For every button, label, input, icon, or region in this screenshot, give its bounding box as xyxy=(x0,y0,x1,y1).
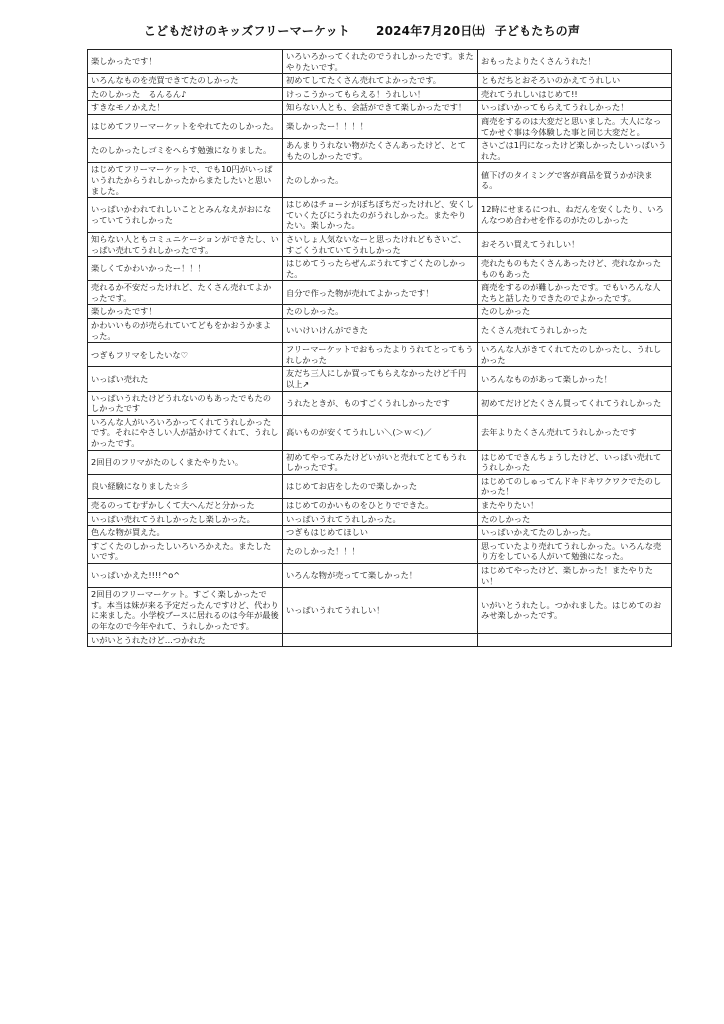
comment-cell: 売れてうれしいはじめて!! xyxy=(478,87,672,101)
comment-cell: 2回目のフリーマーケット。すごく楽しかったです。本当は妹が来る予定だったんですけど、代わりに来ました。小学校ブースに居れるのは今年が最後の年なので今年やれて、うれしかったです。 xyxy=(88,588,283,633)
table-row xyxy=(88,498,672,512)
comment-cell: たのしかった。 xyxy=(283,305,478,319)
comment-cell: 2回目のフリマがたのしくまたやりたい。 xyxy=(88,450,283,474)
table-row xyxy=(88,257,672,281)
table-row xyxy=(88,232,672,256)
comment-cell: たのしかったしゴミをへらす勉強になりました。 xyxy=(88,139,283,163)
comment-cell: いっぱい売れた xyxy=(88,367,283,391)
comment-cell: 初めてだけどたくさん買ってくれてうれしかった xyxy=(478,391,672,415)
comment-cell: たくさん売れてうれしかった xyxy=(478,319,672,343)
table-row xyxy=(88,526,672,540)
table-row xyxy=(88,633,672,647)
table-row xyxy=(88,367,672,391)
table-row xyxy=(88,305,672,319)
comment-cell: いろいろかってくれたのでうれしかったです。またやりたいです。 xyxy=(283,50,478,74)
comment-cell: かわいいものが売られていてどもをかおうかまよった。 xyxy=(88,319,283,343)
comment-cell: 友だち三人にしか買ってもらえなかったけど千円以上↗ xyxy=(283,367,478,391)
comment-cell: 去年よりたくさん売れてうれしかったです xyxy=(478,415,672,450)
comment-cell: おもったよりたくさんうれた！ xyxy=(478,50,672,74)
comment-cell: いろんなものがあって楽しかった！ xyxy=(478,367,672,391)
table-row xyxy=(88,415,672,450)
comment-cell: はじめてのかいものをひとりでできた。 xyxy=(283,498,478,512)
comment-cell: たのしかった。 xyxy=(283,163,478,198)
comment-cell: たのしかった xyxy=(478,305,672,319)
comment-cell: すごくたのしかったしいろいろかえた。またしたいです。 xyxy=(88,539,283,563)
comment-cell: 初めてしてたくさん売れてよかったです。 xyxy=(283,74,478,88)
comment-cell: さいごは1円になったけど楽しかったしいっぱいうれた。 xyxy=(478,139,672,163)
table-row xyxy=(88,50,672,74)
comment-cell: うれたときが、ものすごくうれしかったです xyxy=(283,391,478,415)
comment-cell: 自分で作った物が売れてよかったです！ xyxy=(283,281,478,305)
comment-cell: たのしかった xyxy=(478,512,672,526)
comment-cell: 良い経験になりました☆彡 xyxy=(88,474,283,498)
table-row xyxy=(88,512,672,526)
comment-cell: はじめてフリーマーケットをやれてたのしかった。 xyxy=(88,114,283,138)
comment-cell: いっぱい売れてうれしかったし楽しかった。 xyxy=(88,512,283,526)
comment-cell: 楽しくてかわいかったー！！！ xyxy=(88,257,283,281)
table-row xyxy=(88,198,672,233)
comment-cell: 高いものが安くてうれしい＼(＞ｗ＜)／ xyxy=(283,415,478,450)
comment-cell: すきなモノかえた！ xyxy=(88,101,283,115)
table-row xyxy=(88,281,672,305)
comment-cell: つぎもはじめてほしい xyxy=(283,526,478,540)
comment-cell: たのしかった！！！ xyxy=(283,539,478,563)
comment-cell: いっぱいかってもらえてうれしかった！ xyxy=(478,101,672,115)
table-row xyxy=(88,319,672,343)
table-row xyxy=(88,101,672,115)
comment-cell: つぎもフリマをしたいな♡ xyxy=(88,343,283,367)
comment-cell: 知らない人ともコミュニケーションができたし、いっぱい売れてうれしかったです。 xyxy=(88,232,283,256)
comment-cell: 商売をするのは大変だと思いました。大人になってかせぐ事は今体験した事と同じ大変だと。 xyxy=(478,114,672,138)
comment-cell: 売るのってむずかしくて大へんだと分かった xyxy=(88,498,283,512)
comment-cell: いがいとうれたけど…つかれた xyxy=(88,633,283,647)
comment-cell: 楽しかったー！！！！ xyxy=(283,114,478,138)
comment-cell: 商売をするのが難しかったです。でもいろんな人たちと話したりできたのでよかったです。 xyxy=(478,281,672,305)
comment-cell: はじめてフリーマーケットで、でも10円がいっぱいうれたからうれしかったからまたしたいと思いました。 xyxy=(88,163,283,198)
comment-cell: はじめてのしゅってんドキドキワクワクでたのしかった！ xyxy=(478,474,672,498)
comment-cell: 12時にせまるにつれ、ねだんを安くしたり、いろんなつめ合わせを作るのがたのしかった xyxy=(478,198,672,233)
comment-cell: けっこうかってもらえる！うれしい！ xyxy=(283,87,478,101)
comment-cell: あんまりうれない物がたくさんあったけど、とてもたのしかったです。 xyxy=(283,139,478,163)
comment-cell: いろんなものを売買できてたのしかった xyxy=(88,74,283,88)
table-row xyxy=(88,74,672,88)
comment-cell: またやりたい！ xyxy=(478,498,672,512)
comment-cell: 売れるか不安だったけれど、たくさん売れてよかったです。 xyxy=(88,281,283,305)
table-row xyxy=(88,450,672,474)
table-row xyxy=(88,474,672,498)
comment-cell: はじめてやったけど、楽しかった！またやりたい！ xyxy=(478,563,672,587)
comment-cell: いっぱいかわれてれしいこととみんなえがおになっていてうれしかった xyxy=(88,198,283,233)
comment-cell: はじめてお店をしたので楽しかった xyxy=(283,474,478,498)
table-row xyxy=(88,343,672,367)
comment-cell: フリーマーケットでおもったよりうれてとってもうれしかった xyxy=(283,343,478,367)
voices-table xyxy=(87,49,672,647)
comment-cell: 楽しかったです！ xyxy=(88,50,283,74)
comment-cell: おそろい買えてうれしい！ xyxy=(478,232,672,256)
comment-cell: はじめはチョーシがぼちぼちだったけれど、安くしていくたびにうれたのがうれしかった。またやりたい。楽しかった。 xyxy=(283,198,478,233)
comment-cell xyxy=(478,633,672,647)
comment-cell: たのしかった るんるん♪ xyxy=(88,87,283,101)
comment-cell: はじめてできんちょうしたけど、いっぱい売れてうれしかった xyxy=(478,450,672,474)
comment-cell: いっぱいうれてうれしかった。 xyxy=(283,512,478,526)
event-name: こどもだけのキッズフリーマーケット xyxy=(143,24,351,38)
comment-cell: 楽しかったです！ xyxy=(88,305,283,319)
comment-cell: いろんな人がきてくれてたのしかったし、うれしかった xyxy=(478,343,672,367)
comment-cell: いいけいけんができた xyxy=(283,319,478,343)
comment-cell: いっぱいかえてたのしかった。 xyxy=(478,526,672,540)
table-row xyxy=(88,87,672,101)
comment-cell: 思っていたより売れてうれしかった。いろんな売り方をしている人がいて勉強になった。 xyxy=(478,539,672,563)
voices-table-body xyxy=(88,50,672,647)
table-row xyxy=(88,114,672,138)
event-date: 2024年7月20日㈯ xyxy=(376,24,485,38)
table-row xyxy=(88,563,672,587)
table-row xyxy=(88,139,672,163)
comment-cell xyxy=(283,633,478,647)
comment-cell: いっぱいかえた!!!!^o^ xyxy=(88,563,283,587)
page-title xyxy=(0,22,724,39)
table-row xyxy=(88,539,672,563)
comment-cell: 値下げのタイミングで客が商品を買うかが決まる。 xyxy=(478,163,672,198)
comment-cell: いっぱいうれてうれしい！ xyxy=(283,588,478,633)
table-row xyxy=(88,391,672,415)
comment-cell: さいしょ人気ないなーと思ったけれどもさいご、すごくうれていてうれしかった xyxy=(283,232,478,256)
comment-cell: はじめてうったらぜんぶうれてすごくたのしかった。 xyxy=(283,257,478,281)
comment-cell: いろんな人がいろいろかってくれてうれしかったです。それにやさしい人が話かけてくれて、うれしかったです。 xyxy=(88,415,283,450)
comment-cell: ともだちとおそろいのかえてうれしい xyxy=(478,74,672,88)
comment-cell: 初めてやってみたけどいがいと売れてとてもうれしかったです。 xyxy=(283,450,478,474)
comment-cell: いろんな物が売ってて楽しかった！ xyxy=(283,563,478,587)
comment-cell: 色んな物が買えた。 xyxy=(88,526,283,540)
comment-cell: いがいとうれたし。つかれました。はじめてのおみせ楽しかったです。 xyxy=(478,588,672,633)
comment-cell: 知らない人とも、会話ができて楽しかったです！ xyxy=(283,101,478,115)
table-row xyxy=(88,163,672,198)
comment-cell: いっぱいうれたけどうれないのもあったでもたのしかったです xyxy=(88,391,283,415)
table-row xyxy=(88,588,672,633)
comment-cell: 売れたものもたくさんあったけど、売れなかったものもあった xyxy=(478,257,672,281)
page-subtitle: 子どもたちの声 xyxy=(494,24,581,38)
